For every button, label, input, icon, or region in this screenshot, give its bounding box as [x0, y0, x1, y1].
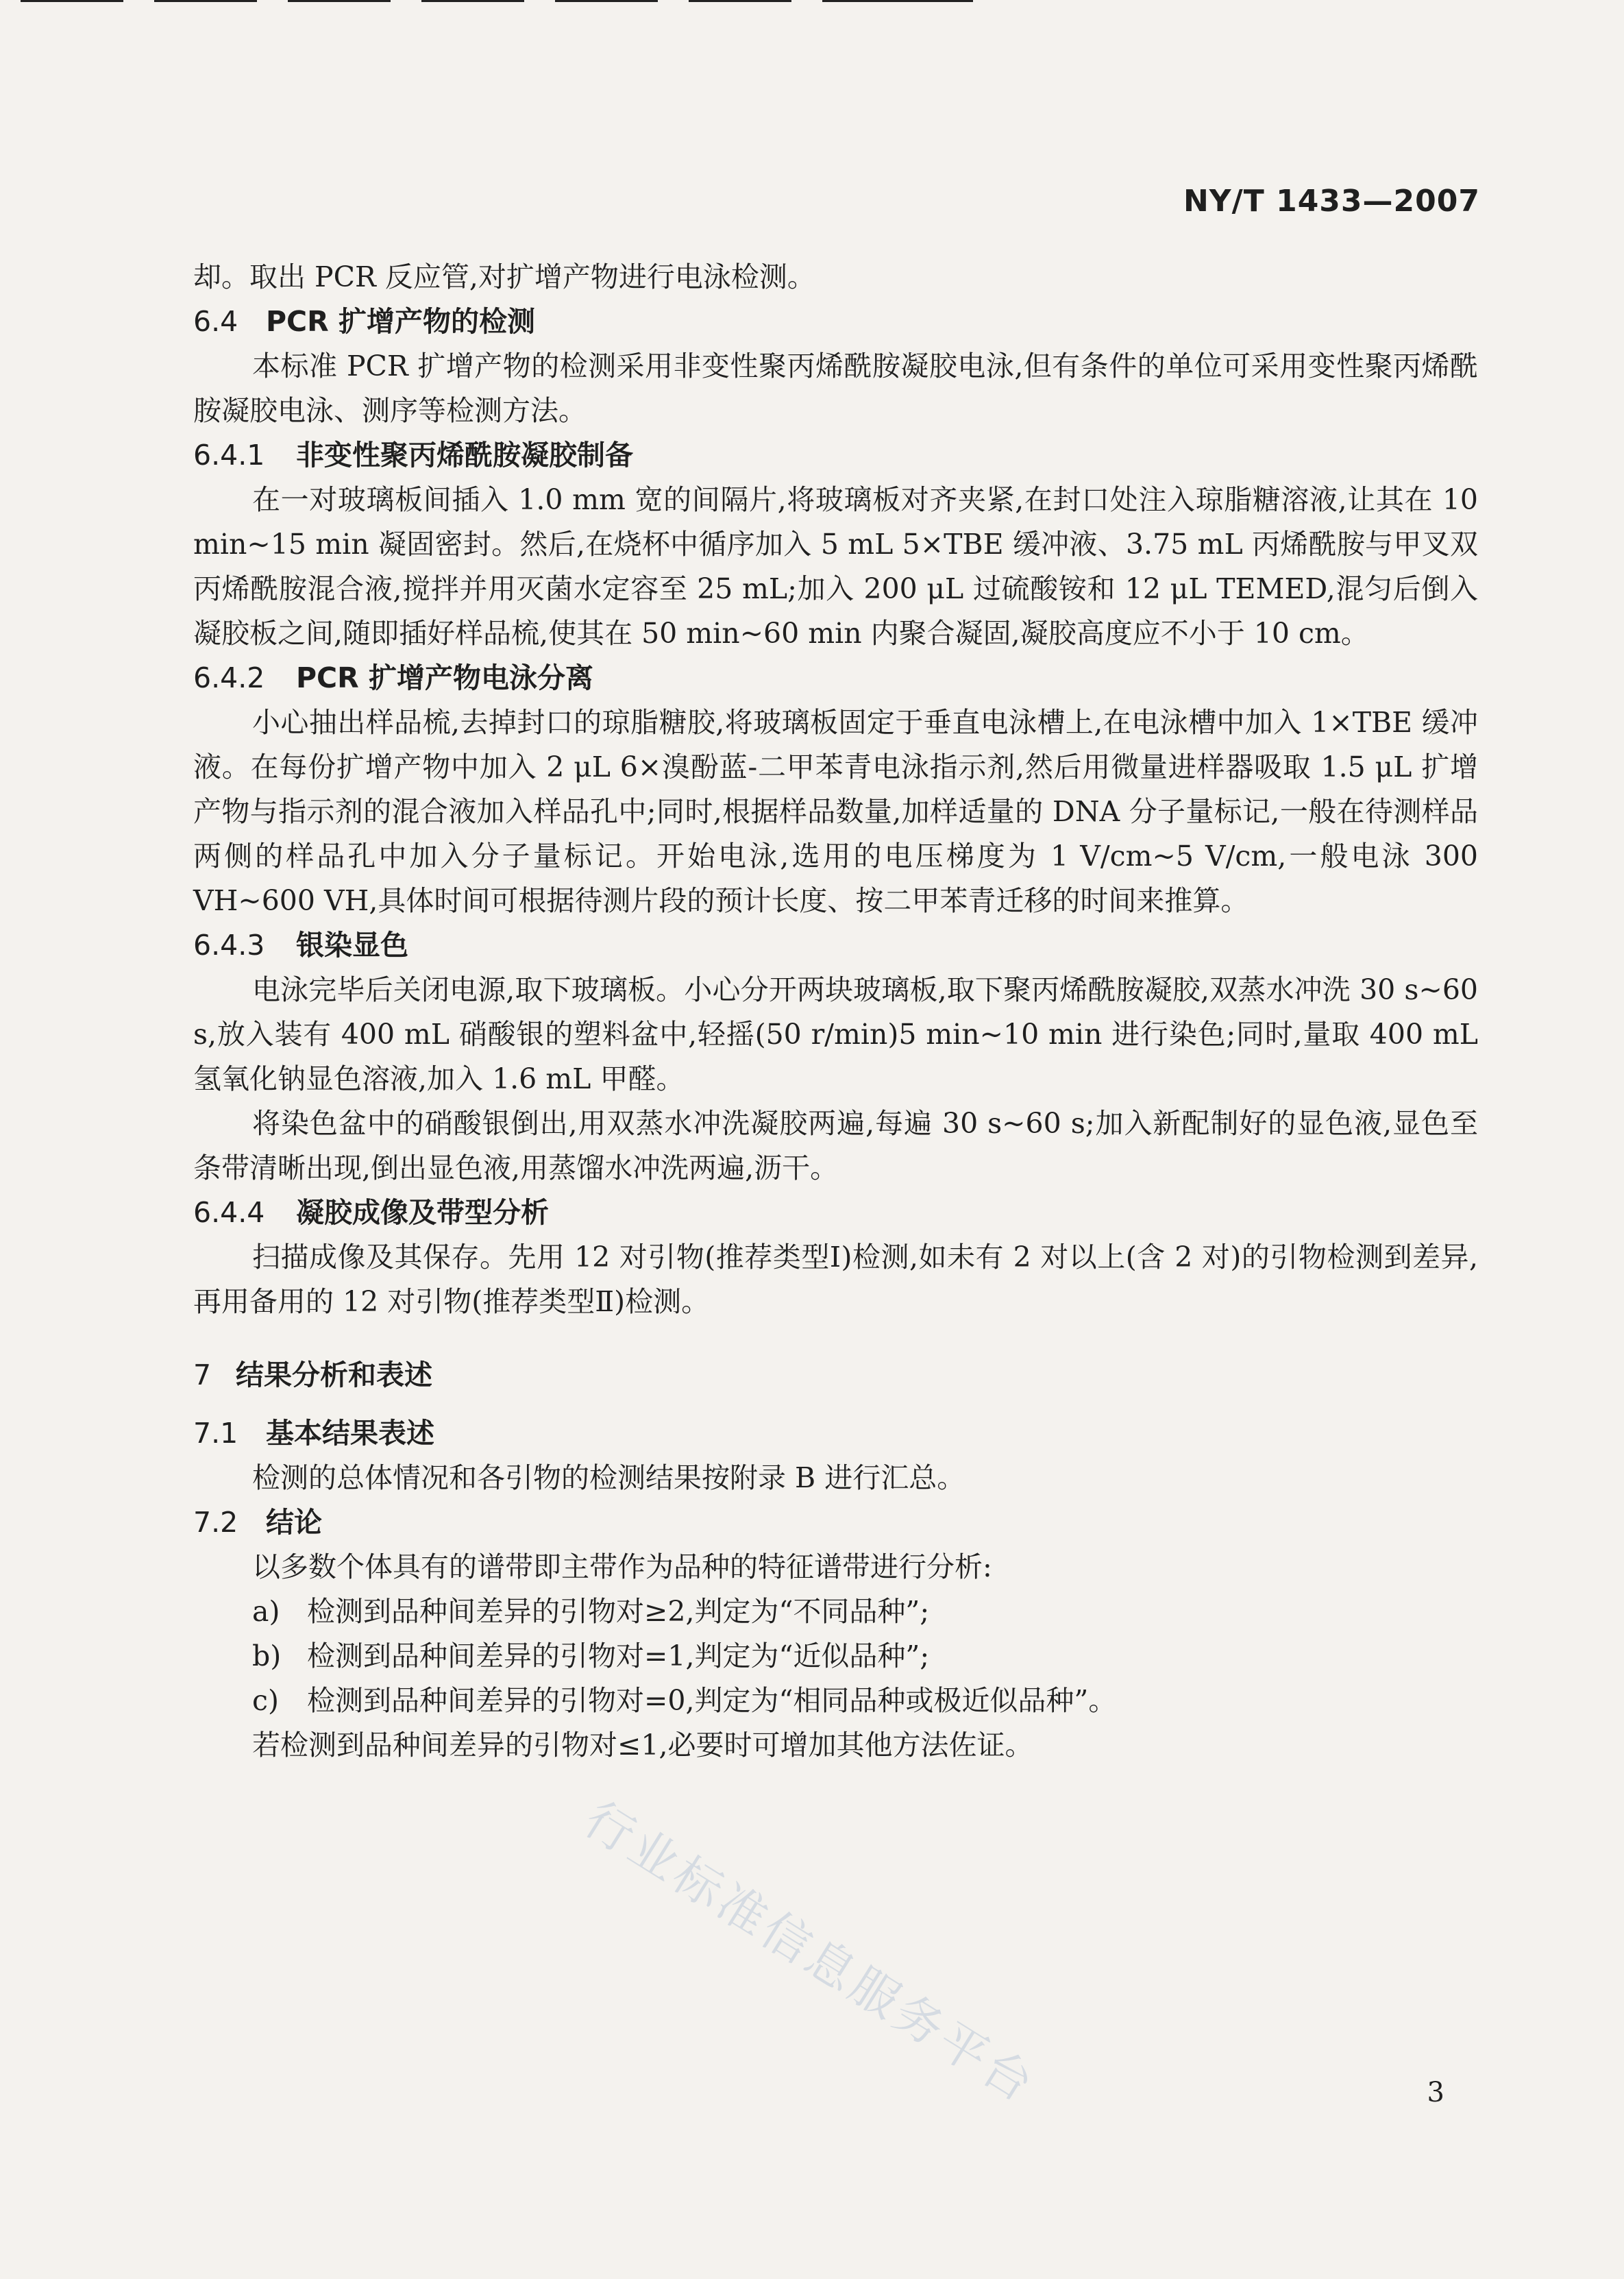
section-6-4-4-paragraph: 扫描成像及其保存。先用 12 对引物(推荐类型Ⅰ)检测,如未有 2 对以上(含 2 对)的引物检测到差异,再用备用的 12 对引物(推荐类型Ⅱ)检测。 — [193, 1241, 1478, 1318]
section-6-4-2-heading — [193, 656, 1478, 700]
section-6-4-3-heading — [193, 923, 1478, 968]
section-title: PCR 扩增产物的检测 — [266, 305, 535, 338]
document-body — [193, 255, 1478, 1768]
section-number: 6.4.1 — [193, 439, 265, 472]
list-item — [193, 1634, 1478, 1679]
section-6-4-2-paragraph: 小心抽出样品梳,去掉封口的琼脂糖胶,将玻璃板固定于垂直电泳槽上,在电泳槽中加入 1×TBE 缓冲液。在每份扩增产物中加入 2 μL 6×溴酚蓝-二甲苯青电泳指示剂,然后用微量进样器吸取 1.5 μL 扩增产物与指示剂的混合液加入样品孔中;同时,根据样品数量,加样适量的 DNA 分子量标记,一般在待测样品两侧的样品孔中加入分子量标记。开始电泳,选用的电压梯度为 1 V/cm~5 V/cm,一般电泳 300 VH~600 VH,具体时间可根据待测片段的预计长度、按二甲苯青迁移的时间来推算。 — [193, 706, 1478, 917]
list-item-label: b) — [252, 1640, 282, 1672]
section-number: 7.2 — [193, 1506, 238, 1539]
list-item-label: c) — [252, 1684, 279, 1717]
final-paragraph: 若检测到品种间差异的引物对≤1,必要时可增加其他方法佐证。 — [252, 1729, 1033, 1762]
section-6-4-4-heading — [193, 1191, 1478, 1235]
section-title: 凝胶成像及带型分析 — [296, 1196, 549, 1229]
section-title: 基本结果表述 — [266, 1417, 434, 1450]
page-number: 3 — [1427, 2077, 1444, 2108]
intro-paragraph: 却。取出 PCR 反应管,对扩增产物进行电泳检测。 — [193, 260, 815, 293]
list-item-text: 检测到品种间差异的引物对=1,判定为“近似品种”; — [307, 1640, 930, 1672]
section-number: 7.1 — [193, 1417, 238, 1450]
section-number: 6.4 — [193, 305, 238, 338]
section-number: 6.4.2 — [193, 661, 265, 694]
watermark: 行业标准信息服务平台 — [574, 1790, 1046, 2115]
section-title: 非变性聚丙烯酰胺凝胶制备 — [296, 439, 633, 472]
section-number: 6.4.3 — [193, 929, 265, 962]
section-6-4-paragraph: 本标准 PCR 扩增产物的检测采用非变性聚丙烯酰胺凝胶电泳,但有条件的单位可采用变性聚丙烯酰胺凝胶电泳、测序等检测方法。 — [193, 350, 1478, 427]
section-title: PCR 扩增产物电泳分离 — [296, 661, 593, 694]
section-number: 6.4.4 — [193, 1196, 265, 1229]
section-number: 7 — [193, 1358, 212, 1391]
section-6-4-3-paragraph-2: 将染色盆中的硝酸银倒出,用双蒸水冲洗凝胶两遍,每遍 30 s~60 s;加入新配制好的显色液,显色至条带清晰出现,倒出显色液,用蒸馏水冲洗两遍,沥干。 — [193, 1107, 1478, 1184]
list-item — [193, 1679, 1478, 1723]
standard-code: NY/T 1433—2007 — [1183, 184, 1480, 219]
section-7-2-heading — [193, 1500, 1478, 1545]
section-6-4-1-heading — [193, 433, 1478, 478]
section-7-1-heading — [193, 1411, 1478, 1456]
section-6-4-1-paragraph: 在一对玻璃板间插入 1.0 mm 宽的间隔片,将玻璃板对齐夹紧,在封口处注入琼脂糖溶液,让其在 10 min~15 min 凝固密封。然后,在烧杯中循序加入 5 mL 5×TBE 缓冲液、3.75 mL 丙烯酰胺与甲叉双丙烯酰胺混合液,搅拌并用灭菌水定容至 25 mL;加入 200 μL 过硫酸铵和 12 μL TEMED,混匀后倒入凝胶板之间,随即插好样品梳,使其在 50 min~60 min 内聚合凝固,凝胶高度应不小于 10 cm。 — [193, 483, 1478, 650]
section-title: 结果分析和表述 — [236, 1358, 432, 1391]
list-item-text: 检测到品种间差异的引物对≥2,判定为“不同品种”; — [307, 1595, 930, 1628]
list-item-text: 检测到品种间差异的引物对=0,判定为“相同品种或极近似品种”。 — [307, 1684, 1117, 1717]
section-7-1-paragraph: 检测的总体情况和各引物的检测结果按附录 B 进行汇总。 — [252, 1461, 965, 1494]
section-6-4-heading — [193, 300, 1478, 344]
section-7-heading — [193, 1353, 1478, 1398]
section-title: 结论 — [266, 1506, 322, 1539]
section-7-2-paragraph: 以多数个体具有的谱带即主带作为品种的特征谱带进行分析: — [252, 1550, 992, 1583]
section-title: 银染显色 — [296, 929, 408, 962]
list-item-label: a) — [252, 1595, 280, 1628]
top-edge-marks — [0, 0, 1624, 7]
list-item — [193, 1589, 1478, 1634]
section-6-4-3-paragraph-1: 电泳完毕后关闭电源,取下玻璃板。小心分开两块玻璃板,取下聚丙烯酰胺凝胶,双蒸水冲洗 30 s~60 s,放入装有 400 mL 硝酸银的塑料盆中,轻摇(50 r/min)5 min~10 min 进行染色;同时,量取 400 mL 氢氧化钠显色溶液,加入 1.6 mL 甲醛。 — [193, 973, 1478, 1095]
